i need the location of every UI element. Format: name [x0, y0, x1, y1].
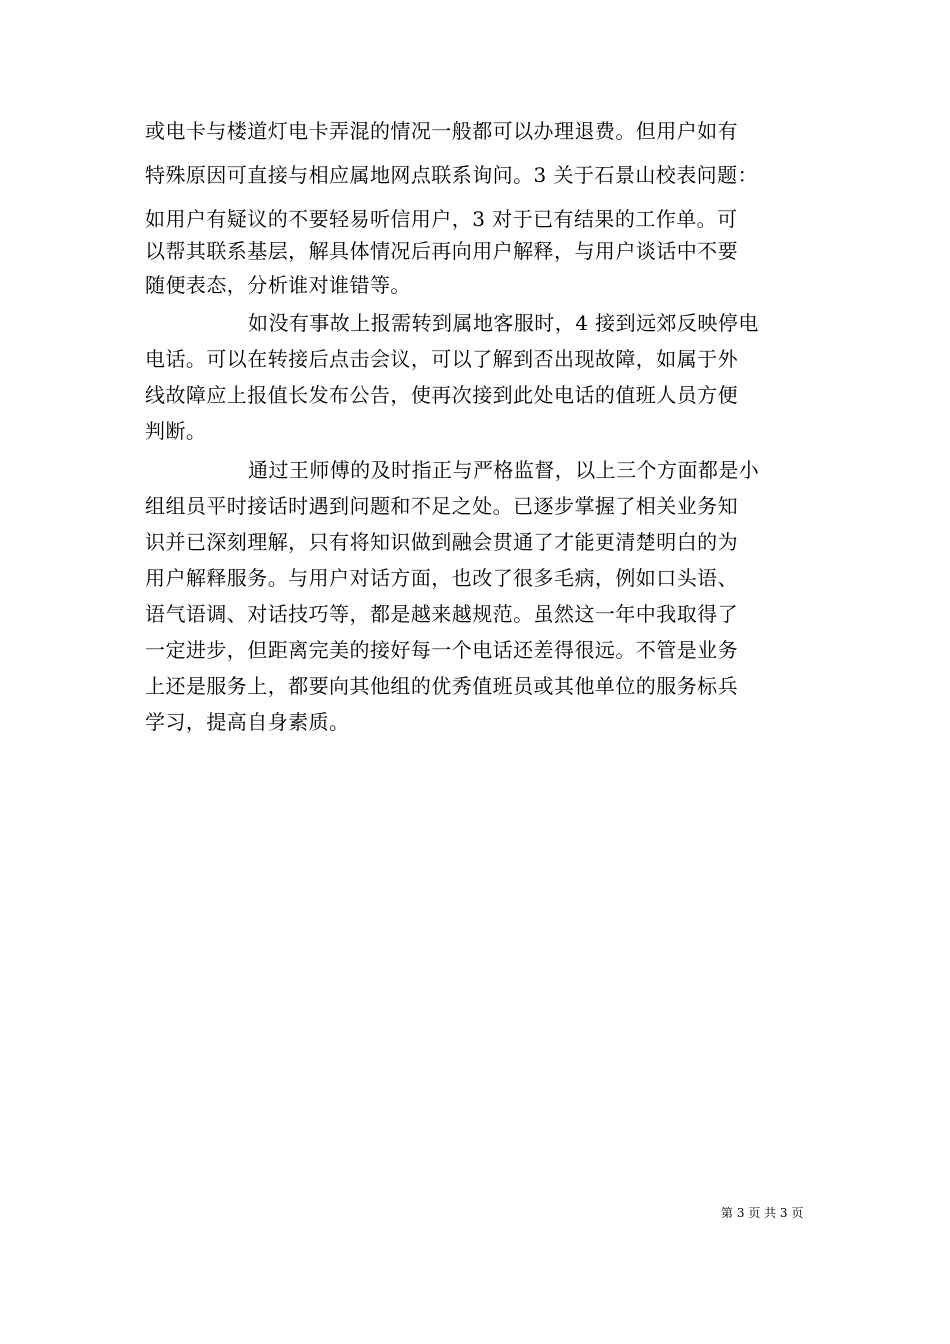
paragraph-3-line-5: 语气语调、对话技巧等，都是越来越规范。虽然这一年中我取得了	[145, 602, 739, 626]
paragraph-2-line-3: 线故障应上报值长发布公告，使再次接到此处电话的值班人员方便	[145, 383, 739, 407]
paragraph-3-line-4: 用户解释服务。与用户对话方面，也改了很多毛病，例如口头语、	[145, 566, 739, 590]
paragraph-1-line-3: 如用户有疑议的不要轻易听信用户，3 对于已有结果的工作单。可	[145, 207, 738, 231]
page-number: 第 3 页 共 3 页	[721, 1206, 804, 1220]
paragraph-3-line-6: 一定进步，但距离完美的接好每一个电话还差得很远。不管是业务	[145, 638, 739, 662]
paragraph-3-line-7: 上还是服务上，都要向其他组的优秀值班员或其他单位的服务标兵	[145, 674, 739, 698]
paragraph-2-line-1: 如没有事故上报需转到属地客服时，4 接到远郊反映停电	[248, 311, 759, 335]
paragraph-3-line-8: 学习，提高自身素质。	[145, 710, 350, 734]
paragraph-3-line-3: 识并已深刻理解，只有将知识做到融会贯通了才能更清楚明白的为	[145, 530, 739, 554]
paragraph-3-line-2: 组组员平时接话时遇到问题和不足之处。已逐步掌握了相关业务知	[145, 494, 739, 518]
paragraph-1-line-2: 特殊原因可直接与相应属地网点联系询问。3 关于石景山校表问题：	[145, 163, 759, 187]
paragraph-1-line-4: 以帮其联系基层，解具体情况后再向用户解释，与用户谈话中不要	[145, 239, 739, 263]
paragraph-3-line-1: 通过王师傅的及时指正与严格监督，以上三个方面都是小	[248, 458, 760, 482]
paragraph-1-line-1: 或电卡与楼道灯电卡弄混的情况一般都可以办理退费。但用户如有	[145, 119, 739, 143]
paragraph-1-line-5: 随便表态，分析谁对谁错等。	[145, 273, 411, 297]
paragraph-2-line-4: 判断。	[145, 419, 207, 443]
paragraph-2-line-2: 电话。可以在转接后点击会议，可以了解到否出现故障，如属于外	[145, 347, 739, 371]
